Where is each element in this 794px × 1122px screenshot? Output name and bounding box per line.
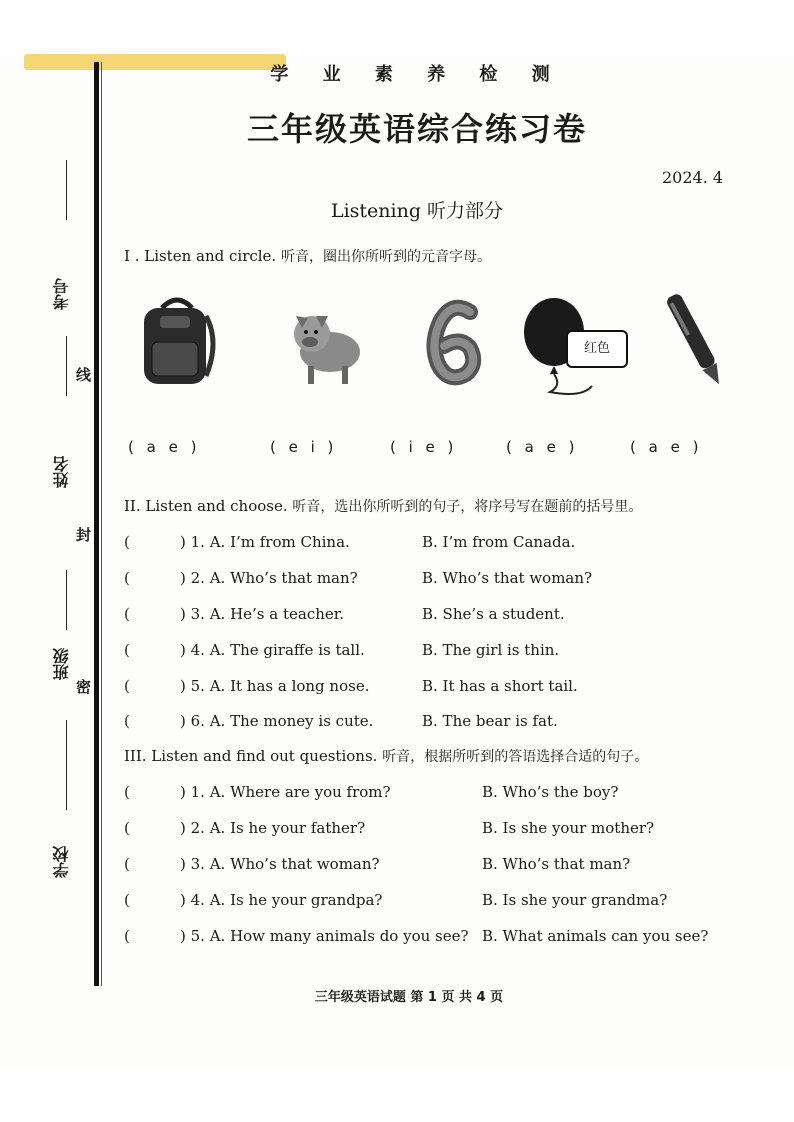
question-row (124, 533, 764, 553)
class-blank (66, 570, 67, 630)
option-b: B. Who’s that woman? (422, 569, 593, 587)
option-b: B. Is she your mother? (482, 819, 655, 837)
question-row (124, 819, 764, 839)
section3-heading (124, 746, 648, 766)
section2-heading-cn: 听音，选出你所听到的句子，将序号写在题前的括号里。 (292, 499, 643, 515)
school-blank (66, 720, 67, 810)
question-row (124, 855, 764, 875)
section1-heading-cn: 听音，圈出你所听到的元音字母。 (281, 249, 491, 265)
section1-heading (124, 246, 491, 266)
answer-blank[interactable]: ( (124, 605, 130, 623)
seal-char-seal: 封 (76, 526, 92, 544)
option-b: B. I’m from Canada. (422, 533, 576, 551)
question-row (124, 927, 764, 947)
option-a: ) 2. A. Is he your father? (180, 819, 366, 837)
question-row (124, 712, 764, 732)
option-b: B. The bear is fat. (422, 712, 558, 730)
option-b: B. She’s a student. (422, 605, 565, 623)
name-label: 姓名 (52, 456, 71, 488)
exam-pretitle: 学 业 素 养 检 测 (270, 64, 564, 85)
answer-blank[interactable]: ( (124, 533, 130, 551)
pig-icon (280, 286, 370, 396)
section2-heading (124, 496, 642, 516)
part-subtitle: Listening 听力部分 (330, 200, 504, 222)
option-a: ) 6. A. The money is cute. (180, 712, 374, 730)
answer-blank[interactable]: ( (124, 783, 130, 801)
answer-blank[interactable]: ( (124, 677, 130, 695)
option-a: ) 3. A. Who’s that woman? (180, 855, 380, 873)
answer-blank[interactable]: ( (124, 819, 130, 837)
exam-date: 2024. 4 (662, 168, 724, 187)
pen-icon (656, 286, 746, 396)
class-label: 班级 (52, 648, 71, 680)
option-a: ) 3. A. He’s a teacher. (180, 605, 345, 623)
page-footer: 三年级英语试题 第 1 页 共 4 页 (314, 990, 504, 1005)
answer-blank[interactable]: ( (124, 855, 130, 873)
question-row (124, 891, 764, 911)
answer-blank[interactable]: ( (124, 891, 130, 909)
backpack-icon (132, 286, 222, 396)
option-a: ) 4. A. The giraffe is tall. (180, 641, 365, 659)
option-a: ) 5. A. How many animals do you see? (180, 927, 469, 945)
option-a: ) 1. A. I’m from China. (180, 533, 350, 551)
option-b: B. Who’s that man? (482, 855, 631, 873)
answer-blank[interactable]: ( (124, 641, 130, 659)
option-b: B. The girl is thin. (422, 641, 560, 659)
option-b: B. Is she your grandma? (482, 891, 668, 909)
answer-blank[interactable]: ( (124, 569, 130, 587)
section1-heading-en: I . Listen and circle. (124, 247, 277, 265)
exam-no-label: 考号 (52, 278, 71, 310)
option-a: ) 4. A. Is he your grandpa? (180, 891, 383, 909)
option-b: B. What animals can you see? (482, 927, 709, 945)
balloon-color-label: 红色 (566, 330, 628, 368)
seal-char-secret: 密 (76, 678, 92, 696)
question-row (124, 783, 764, 803)
pic4-vowel-options[interactable]: ( a e ) (506, 438, 579, 456)
option-a: ) 5. A. It has a long nose. (180, 677, 370, 695)
question-row (124, 677, 764, 697)
answer-blank[interactable]: ( (124, 712, 130, 730)
name-blank (66, 336, 67, 396)
pic3-vowel-options[interactable]: ( i e ) (390, 438, 458, 456)
question-row (124, 641, 764, 661)
pic1-vowel-options[interactable]: ( a e ) (128, 438, 201, 456)
option-a: ) 2. A. Who’s that man? (180, 569, 358, 587)
number-six-icon (412, 286, 502, 396)
option-a: ) 1. A. Where are you from? (180, 783, 391, 801)
question-row (124, 605, 764, 625)
pic5-vowel-options[interactable]: ( a e ) (630, 438, 703, 456)
pic2-vowel-options[interactable]: ( e i ) (270, 438, 338, 456)
seal-char-line: 线 (76, 366, 92, 384)
section3-heading-cn: 听音，根据所听到的答语选择合适的句子。 (382, 749, 649, 765)
section3-heading-en: III. Listen and find out questions. (124, 747, 378, 765)
school-label: 学校 (52, 846, 71, 878)
option-b: B. Who’s the boy? (482, 783, 619, 801)
option-b: B. It has a short tail. (422, 677, 578, 695)
section2-heading-en: II. Listen and choose. (124, 497, 288, 515)
question-row (124, 569, 764, 589)
page-title: 三年级英语综合练习卷 (246, 110, 587, 148)
answer-blank[interactable]: ( (124, 927, 130, 945)
